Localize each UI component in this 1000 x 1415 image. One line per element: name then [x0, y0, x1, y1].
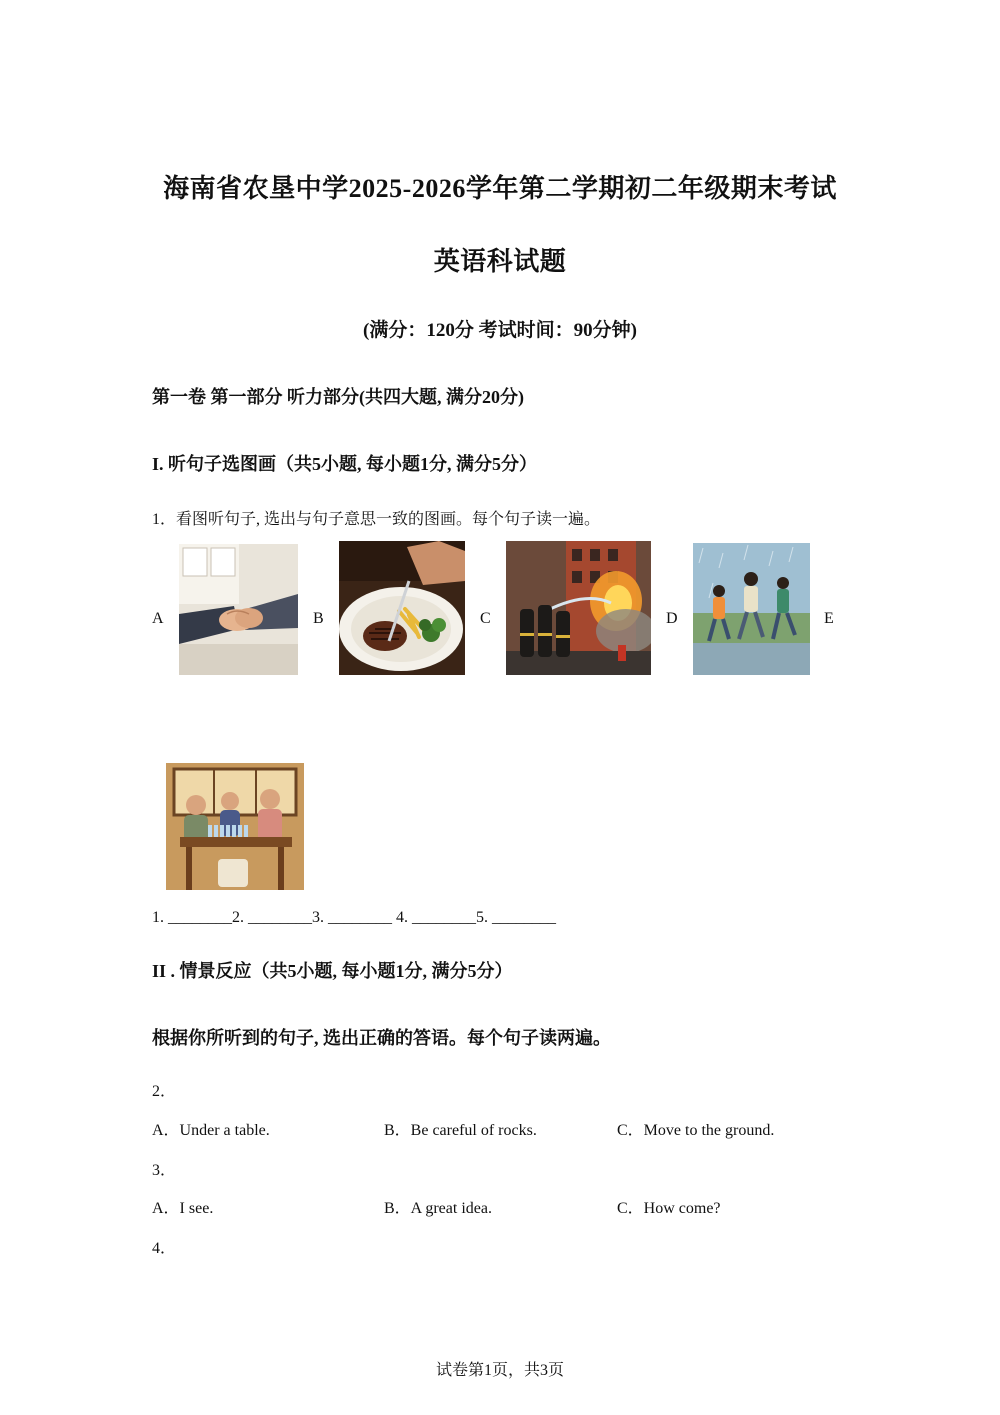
picture-label-a: A [152, 610, 164, 627]
page-footer: 试卷第1页，共3页 [435, 1362, 564, 1379]
question-number: 3． [152, 1162, 177, 1179]
subject-title: 英语科试题 [433, 247, 567, 276]
option-c: C．How come? [617, 1200, 721, 1217]
handshake-image [179, 544, 298, 675]
option-a: A．I see. [152, 1200, 214, 1217]
option-b: B．Be careful of rocks. [384, 1122, 537, 1139]
question-number: 2． [152, 1083, 177, 1100]
section2-heading: II . 情景反应（共5小题, 每小题1分, 满分5分） [152, 961, 513, 981]
picture-label-c: C [480, 610, 491, 627]
exam-title: 海南省农垦中学2025-2026学年第二学期初二年级期末考试 [163, 174, 837, 203]
option-a: A．Under a table. [152, 1122, 270, 1139]
section2-instruction: 根据你所听到的句子, 选出正确的答语。每个句子读两遍。 [152, 1028, 611, 1048]
picture-label-b: B [313, 610, 324, 627]
section1-instruction: 1．看图听句子, 选出与句子意思一致的图画。每个句子读一遍。 [152, 511, 601, 528]
question-number: 4． [152, 1240, 177, 1257]
option-c: C．Move to the ground. [617, 1122, 775, 1139]
firefighters-image [506, 541, 651, 675]
steak-dinner-image [339, 541, 465, 675]
answer-blanks: 1. ________2. ________3. ________ 4. ________5. ________ [152, 909, 556, 926]
section1-heading: I. 听句子选图画（共5小题, 每小题1分, 满分5分） [152, 454, 538, 474]
picture-label-d: D [666, 610, 678, 627]
running-in-rain-image [693, 543, 810, 675]
score-info: (满分：120分 考试时间：90分钟) [363, 320, 637, 341]
picture-label-e: E [824, 610, 834, 627]
part1-heading: 第一卷 第一部分 听力部分(共四大题, 满分20分) [152, 387, 524, 407]
family-table-image [166, 763, 304, 890]
option-b: B．A great idea. [384, 1200, 492, 1217]
